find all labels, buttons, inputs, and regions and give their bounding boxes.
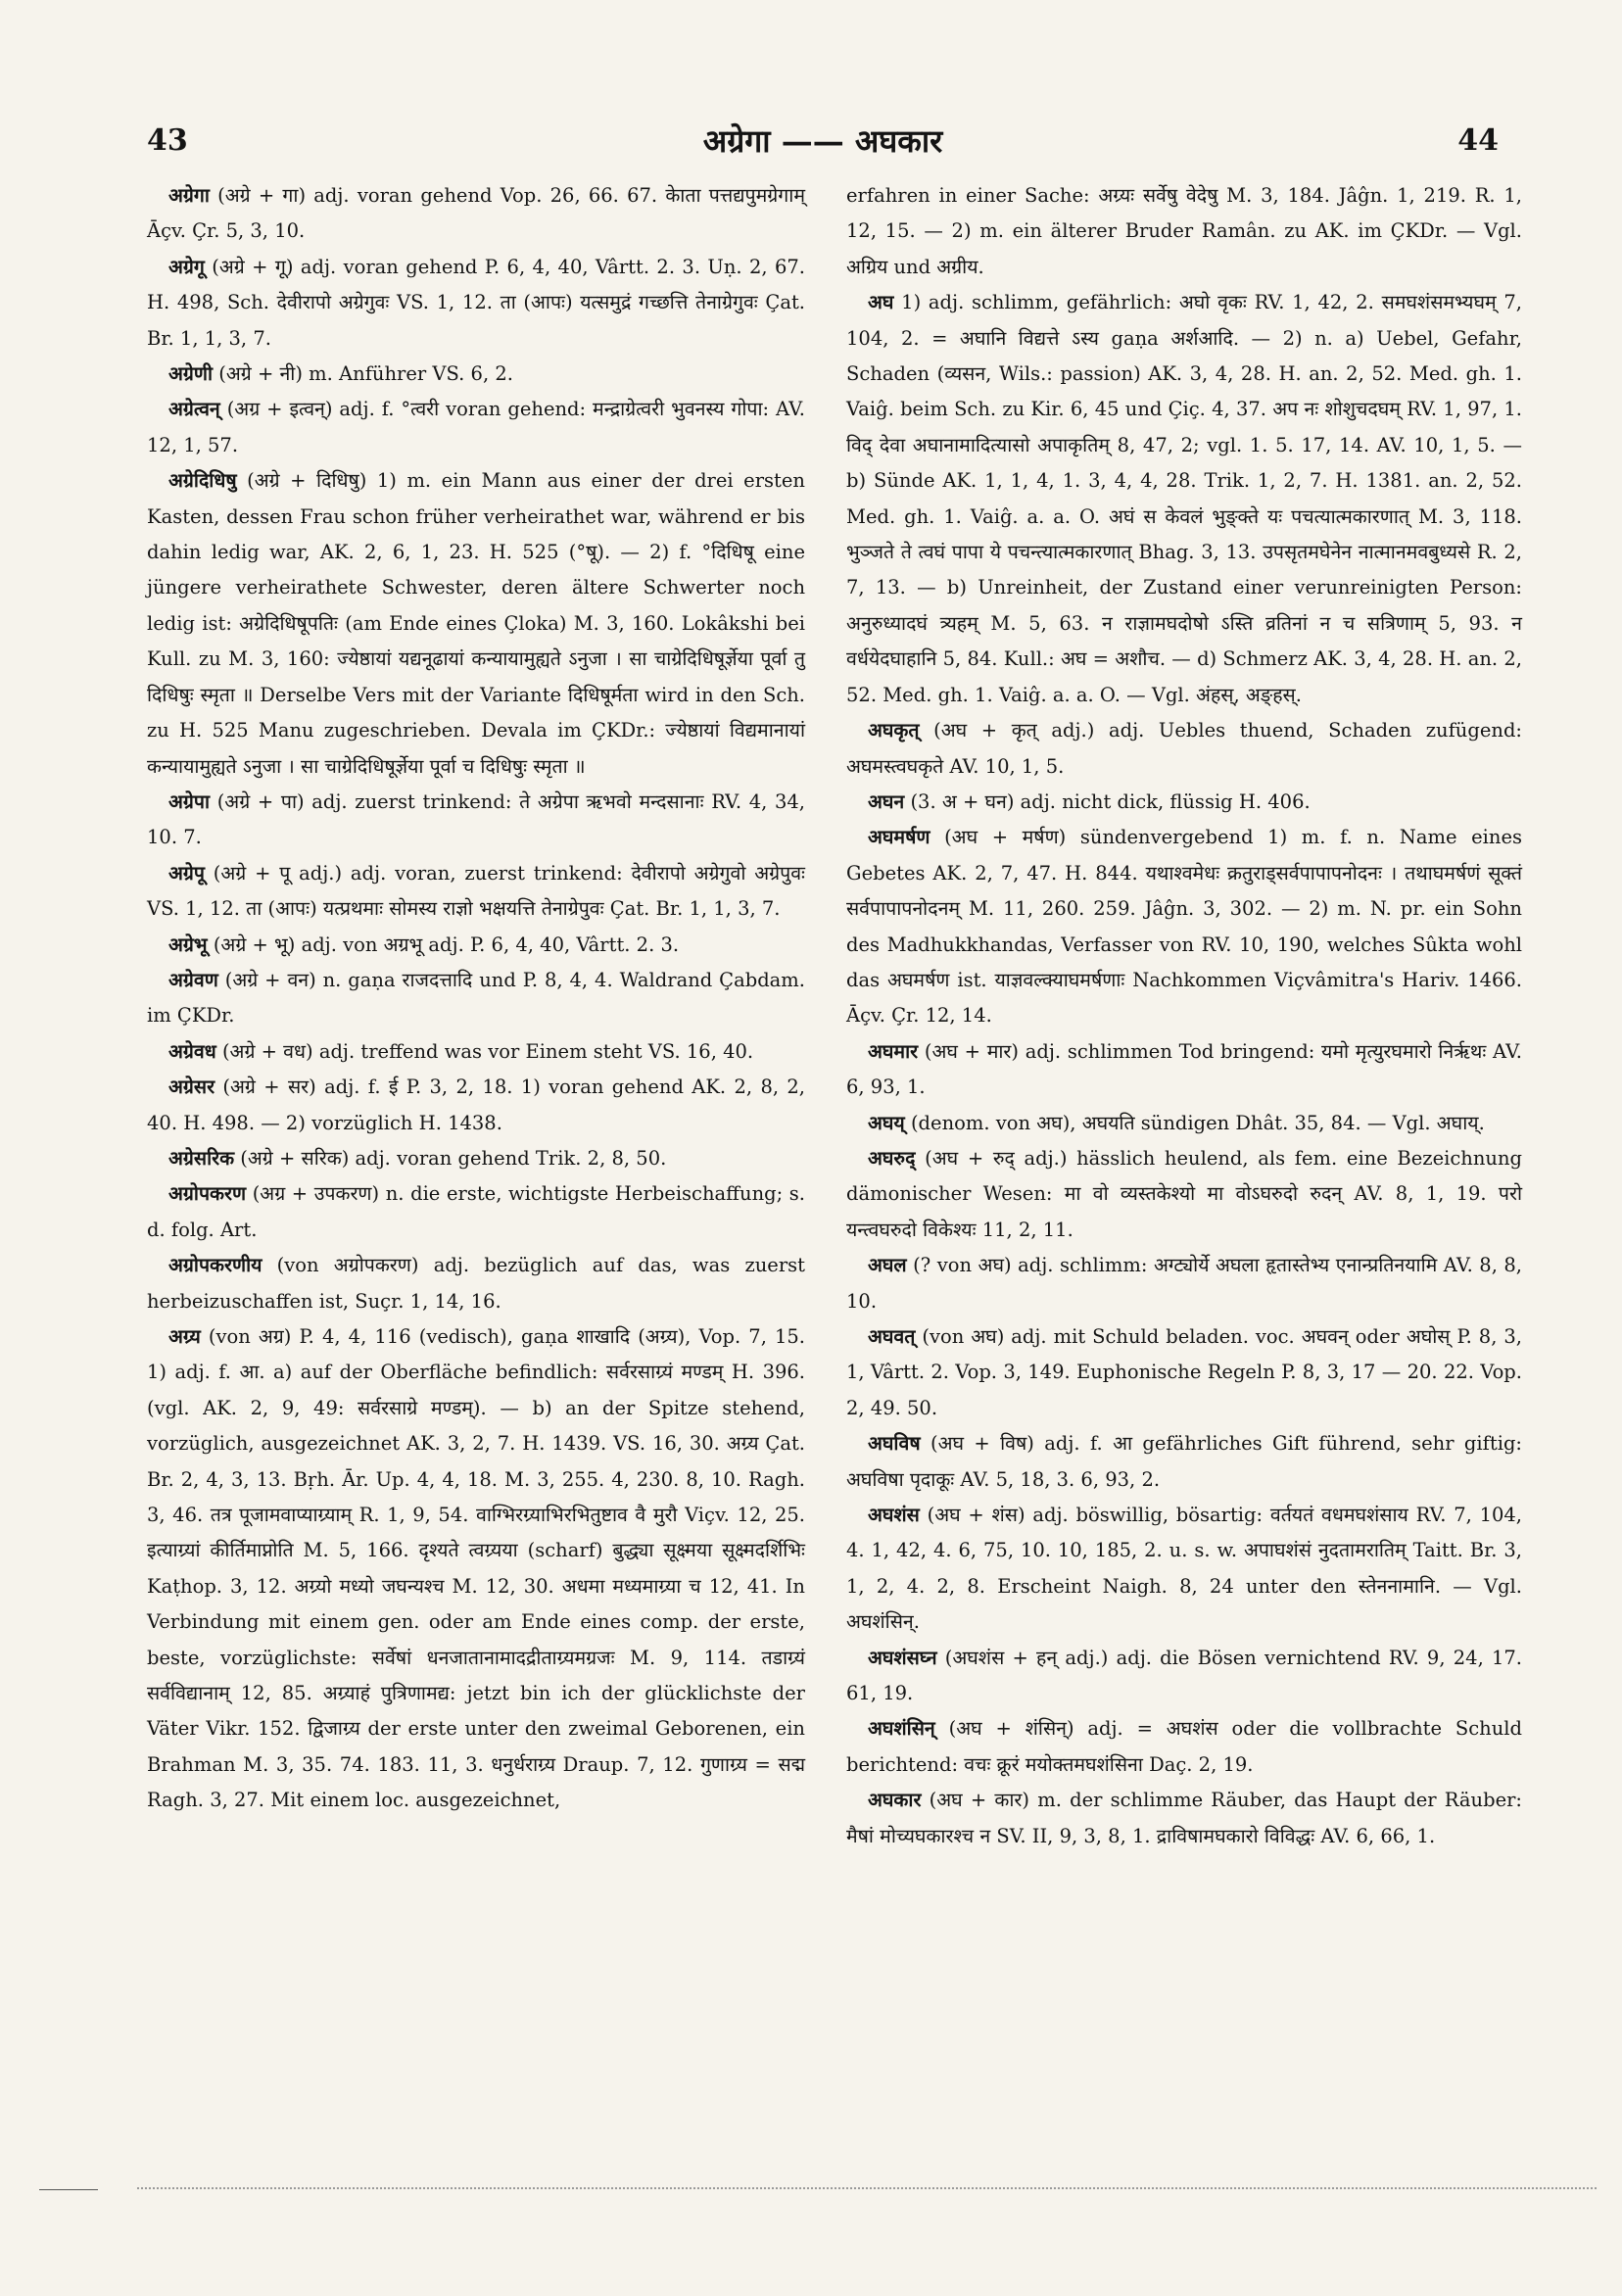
entry-body: (denom. von अघ), अघयति sündigen Dhât. 35, 84. — Vgl. अघाय्.	[910, 1111, 1485, 1134]
dictionary-entry	[147, 785, 805, 856]
dictionary-entry	[846, 1106, 1522, 1141]
entry-body: (अग्र + इत्वन्) adj. f. °त्वरी voran gehend: मन्द्राग्रेत्वरी भुवनस्य गोपा: AV. 12, 1, 57.	[147, 398, 806, 456]
entry-lemma: अघल	[868, 1254, 907, 1277]
left-column	[147, 178, 805, 1819]
entry-body: (अग्रे + गू) adj. voran gehend P. 6, 4, 40, Vârtt. 2. 3. Uṇ. 2, 67. H. 498, Sch. देवीरापो अग्रेगुवः VS. 1, 12. ता (आपः) यत्समुद्रं गच्छत्ति तेनाग्रेगुवः Çat. Br. 1, 1, 3, 7.	[147, 255, 805, 350]
dictionary-entry	[846, 285, 1522, 713]
dictionary-entry	[147, 463, 805, 785]
entry-body: (अग्र + उपकरण) n. die erste, wichtigste Herbeischaffung; s. d. folg. Art.	[147, 1182, 805, 1241]
entry-body: (? von अघ) adj. schlimm: अग्ट्योर्ये अघला हृतास्तेभ्य एनान्प्रतिनयामि AV. 8, 8, 10.	[846, 1254, 1523, 1313]
entry-lemma: अग्रेगा	[168, 184, 210, 207]
dictionary-entry	[147, 1319, 805, 1819]
entry-lemma: अघशंसघ्न	[868, 1646, 937, 1669]
dictionary-entry	[846, 1641, 1522, 1712]
dictionary-entry	[147, 357, 805, 392]
entry-lemma: अग्रेवध	[168, 1039, 216, 1063]
entry-lemma: अघरुद्	[868, 1146, 916, 1170]
entry-body: (अग्रे + दिधिषु) 1) m. ein Mann aus einer der drei ersten Kasten, dessen Frau schon früher verheirathet war, während er bis dahin ledig war, AK. 2, 6, 1, 23. H. 525 (°षू). — 2) f. °दिधिषू eine jüngere verheirathete Schwester, deren ältere Schwerter noch ledig ist: अग्रेदिधिषूपतिः (am Ende eines Çloka) M. 3, 160. Lokâkshi bei Kull. zu M. 3, 160: ज्येष्ठायां यद्यनूढायां कन्यायामुह्यते ऽनुजा । सा चाग्रेदिधिषूर्ज्ञेया पूर्वा तु दिधिषुः स्मृता ॥ Derselbe Vers mit der Variante दिधिषूर्मता wird in den Sch. zu H. 525 Manu zugeschrieben. Devala im ÇKDr.: ज्येष्ठायां विद्यमानायां कन्यायामुह्यते ऽनुजा । सा चाग्रेदिधिषूर्ज्ञेया पूर्वा च दिधिषुः स्मृता ॥	[147, 469, 805, 778]
entry-body: erfahren in einer Sache: अग्र्यः सर्वेषु वेदेषु M. 3, 184. Jâĝn. 1, 219. R. 1, 12, 15. — 2) m. ein älterer Bruder Ramân. zu AK. im ÇKDr. — Vgl. अग्रिय und अग्रीय.	[846, 184, 1522, 278]
entry-body: (von अग्र) P. 4, 4, 116 (vedisch), gaṇa शाखादि (अग्र्य), Vop. 7, 15. 1) adj. f. आ. a) auf der Oberfläche befindlich: सर्वरसाग्र्यं मण्डम् H. 396. (vgl. AK. 2, 9, 49: सर्वरसाग्रे मण्डम्). — b) an der Spitze stehend, vorzüglich, ausgezeichnet AK. 3, 2, 7. H. 1439. VS. 16, 30. अग्र्य Çat. Br. 2, 4, 3, 13. Bṛh. Ār. Up. 4, 4, 18. M. 3, 255. 4, 230. 8, 10. Ragh. 3, 46. तत्र पूजामवाप्याग्र्याम् R. 1, 9, 54. वाग्भिरग्र्याभिरभितुष्टाव वै मुरौ Viçv. 12, 25. इत्याग्र्यां कीर्तिमाप्नोति M. 5, 166. दृश्यते त्वग्र्यया (scharf) बुद्ध्या सूक्ष्मया सूक्ष्मदर्शिभिः Kaṭhop. 3, 12. अग्र्यो मध्यो जघन्यश्च M. 12, 30. अधमा मध्यमाग्र्या च 12, 41. In Verbindung mit einem gen. oder am Ende eines comp. der erste, beste, vorzüglichste: सर्वेषां धनजातानामादद्रीताग्र्यमग्रजः M. 9, 114. तडाग्र्यं सर्वविद्यानाम् 12, 85. अग्र्याहं पुत्रिणामद्य: jetzt bin ich der glücklichste der Väter Vikr. 152. द्विजाग्र्य der erste unter den zweimal Geborenen, ein Brahman M. 3, 35. 74. 183. 11, 3. धनुर्धराग्र्य Draup. 7, 12. गुणाग्र्य = सद्म Ragh. 3, 27. Mit einem loc. ausgezeichnet,	[147, 1325, 806, 1812]
entry-lemma: अघमर्षण	[868, 826, 930, 849]
entry-body: (अघ + शंस) adj. böswillig, bösartig: वर्तयतं वधमघशंसाय RV. 7, 104, 4. 1, 42, 4. 6, 75, 10. 10, 185, 2. u. s. w. अपाघशंसं नुदतामरातिम् Taitt. Br. 3, 1, 2, 4. 2, 8. Erscheint Naigh. 8, 24 unter den स्तेननामानि. — Vgl. अघशंसिन्.	[846, 1504, 1522, 1634]
entry-lemma: अग्रेवण	[168, 968, 218, 991]
entry-lemma: अग्रेसर	[168, 1076, 215, 1099]
entry-body: (अग्रे + नी) m. Anführer VS. 6, 2.	[218, 362, 513, 386]
entry-lemma: अग्र्य	[168, 1325, 201, 1348]
entry-body: (अग्रे + पा) adj. zuerst trinkend: ते अग्रेपा ऋभवो मन्दसानाः RV. 4, 34, 10. 7.	[147, 789, 806, 849]
dictionary-entry	[846, 1783, 1522, 1854]
dictionary-entry	[846, 1426, 1522, 1498]
right-column	[846, 178, 1522, 1854]
dictionary-entry	[147, 1070, 805, 1141]
entry-body: (अघशंस + हन् adj.) adj. die Bösen vernichtend RV. 9, 24, 17. 61, 19.	[846, 1646, 1523, 1705]
entry-lemma: अग्रेपा	[168, 789, 211, 813]
entry-lemma: अघवत्	[868, 1325, 916, 1348]
page-header	[147, 116, 1499, 165]
entry-body: (अग्रे + भू) adj. von अग्रभू adj. P. 6, 4, 40, Vârtt. 2. 3.	[213, 933, 680, 956]
dictionary-entry	[147, 1141, 805, 1176]
dictionary-entry	[846, 785, 1522, 820]
entry-body: (von अघ) adj. mit Schuld beladen. voc. अघवन् oder अघोस् P. 8, 3, 1, Vârtt. 2. Vop. 3, 149. Euphonische Regeln P. 8, 3, 17 — 20. 22. Vop. 2, 49. 50.	[846, 1325, 1522, 1419]
entry-lemma: अग्रेणी	[168, 362, 214, 386]
footer-dotted-line	[137, 2187, 1597, 2189]
dictionary-entry	[846, 820, 1522, 1033]
dictionary-entry	[846, 1319, 1522, 1426]
entry-body: (अग्रे + सरिक) adj. voran gehend Trik. 2, 8, 50.	[240, 1146, 667, 1170]
entry-body: 1) adj. schlimm, gefährlich: अघो वृकः RV. 1, 42, 2. समघशंसमभ्यघम् 7, 104, 2. = अघानि विद्यत्ते ऽस्य gaṇa अर्शआदि. — 2) n. a) Uebel, Gefahr, Schaden (व्यसन, Wils.: passion) AK. 3, 4, 28. H. an. 2, 52. Med. gh. 1. Vaiĝ. beim Sch. zu Kir. 6, 45 und Çiç. 4, 37. अप नः शोशुचदघम् RV. 1, 97, 1. विद् देवा अघानामादित्यासो अपाकृतिम् 8, 47, 2; vgl. 1. 5. 17, 14. AV. 10, 1, 5. — b) Sünde AK. 1, 1, 4, 1. 3, 4, 4, 28. Trik. 1, 2, 7. H. 1381. an. 2, 52. Med. gh. 1. Vaiĝ. a. a. O. अघं स केवलं भुङ्क्ते यः पचत्यात्मकारणात् M. 3, 118. भुञ्जते ते त्वघं पापा ये पचन्त्यात्मकारणात् Bhag. 3, 13. उपसृतमघेनेन नात्मानमवबुध्यसे R. 2, 7, 13. — b) Unreinheit, der Zustand einer verunreinigten Person: अनुरुध्यादघं त्र्यहम् M. 5, 63. न राज्ञामघदोषो ऽस्ति व्रतिनां न च सत्रिणाम् 5, 93. न वर्धयेदघाहानि 5, 84. Kull.: अघ = अशौच. — d) Schmerz AK. 3, 4, 28. H. an. 2, 52. Med. gh. 1. Vaiĝ. a. a. O. — Vgl. अंहस्, अङ्हस्.	[846, 291, 1522, 706]
entry-body: (अघ + कृत् adj.) adj. Uebles thuend, Schaden zufügend: अघमस्त्वघकृते AV. 10, 1, 5.	[846, 719, 1522, 778]
entry-lemma: अघकृत्	[868, 719, 920, 742]
dictionary-entry	[147, 392, 805, 463]
entry-lemma: अघविष	[868, 1432, 921, 1456]
entry-body: (अग्रे + सर) adj. f. ई P. 3, 2, 18. 1) voran gehend AK. 2, 8, 2, 40. H. 498. — 2) vorzüglich H. 1438.	[147, 1076, 806, 1134]
dictionary-entry	[846, 713, 1522, 785]
entry-lemma: अग्रेत्वन्	[168, 398, 220, 421]
dictionary-entry	[147, 963, 805, 1034]
dictionary-entry	[147, 1034, 805, 1070]
entry-lemma: अघन	[868, 789, 905, 813]
entry-body: (अघ + कार) m. der schlimme Räuber, das Haupt der Räuber: मैषां मोच्यघकारश्च न SV. II, 9, 3, 8, 1. द्राविषामघकारो विविद्धः AV. 6, 66, 1.	[846, 1789, 1523, 1847]
entry-body: (अग्रे + गा) adj. voran gehend Vop. 26, 66. 67. केाता पत्तद्यपुमग्रेगाम् Āçv. Çr. 5, 3, 10.	[147, 184, 805, 243]
dictionary-entry	[846, 1034, 1522, 1106]
entry-body: (अघ + रुद् adj.) hässlich heulend, als fem. eine Bezeichnung dämonischer Wesen: मा वो व्यस्तकेश्यो मा वोऽघरुदो रुदन् AV. 8, 1, 19. परो यन्त्वघरुदो विकेश्यः 11, 2, 11.	[846, 1146, 1522, 1241]
entry-body: (अग्रे + पू adj.) adj. voran, zuerst trinkend: देवीरापो अग्रेगुवो अग्रेपुवः VS. 1, 12. ता (आपः) यत्प्रथमाः सोमस्य राज्ञो भक्षयत्ति तेनाग्रेपुवः Çat. Br. 1, 1, 3, 7.	[147, 861, 805, 921]
dictionary-entry	[147, 856, 805, 928]
dictionary-entry	[846, 178, 1522, 285]
dictionary-entry	[846, 1141, 1522, 1248]
entry-lemma: अघकार	[868, 1789, 922, 1812]
entry-body: (von अग्रोपकरण) adj. bezüglich auf das, was zuerst herbeizuschaffen ist, Suçr. 1, 14, 16.	[147, 1254, 805, 1313]
entry-body: (अघ + विष) adj. f. आ gefährliches Gift führend, sehr giftig: अघविषा पृदाकूः AV. 5, 18, 3. 6, 93, 2.	[846, 1432, 1522, 1491]
entry-body: (अघ + मर्षण) sündenvergebend 1) m. f. n. Name eines Gebetes AK. 2, 7, 47. H. 844. यथाश्वमेधः क्रतुराड्सर्वपापापनोदनः । तथाघमर्षणं सूक्तं सर्वपापापनोदनम् M. 11, 260. 259. Jâĝn. 3, 302. — 2) m. N. pr. ein Sohn des Madhukkhandas, Verfasser von RV. 10, 190, welches Sûkta wohl das अघमर्षण ist. याज्ञवल्क्याघमर्षणाः Nachkommen Viçvâmitra's Hariv. 1466. Āçv. Çr. 12, 14.	[846, 826, 1522, 1028]
dictionary-entry	[846, 1711, 1522, 1783]
entry-body: (अग्रे + वन) n. gaṇa राजदत्तादि und P. 8, 4, 4. Waldrand Çabdam. im ÇKDr.	[147, 968, 805, 1028]
dictionary-entry	[147, 1248, 805, 1319]
entry-lemma: अग्रेपू	[168, 861, 205, 885]
dictionary-entry	[147, 250, 805, 357]
entry-lemma: अग्रोपकरणीय	[168, 1254, 262, 1277]
entry-body: (अग्रे + वध) adj. treffend was vor Einem steht VS. 16, 40.	[221, 1039, 754, 1063]
entry-lemma: अघशंस	[868, 1504, 920, 1527]
page-number-right: 44	[1457, 123, 1499, 158]
dictionary-entry	[846, 1498, 1522, 1641]
entry-lemma: अग्रेगू	[168, 255, 205, 278]
dictionary-entry	[846, 1248, 1522, 1319]
entry-lemma: अघशंसिन्	[868, 1717, 935, 1741]
footer-rule	[39, 2189, 98, 2190]
entry-lemma: अघमार	[868, 1039, 919, 1063]
entry-body: (3. अ + घन) adj. nicht dick, flüssig H. 406.	[910, 789, 1311, 813]
entry-lemma: अग्रेभू	[168, 933, 208, 956]
entry-body: (अघ + शंसिन्) adj. = अघशंस oder die vollbrachte Schuld berichtend: वचः क्रूरं मयोक्तमघशंसिना Daç. 2, 19.	[846, 1717, 1522, 1776]
running-title: अग्रेगा —— अघकार	[702, 122, 943, 160]
dictionary-entry	[147, 178, 805, 250]
entry-body: (अघ + मार) adj. schlimmen Tod bringend: यमो मृत्युरघमारो निर्ऋथः AV. 6, 93, 1.	[846, 1039, 1523, 1099]
page-number-left: 43	[147, 123, 188, 158]
dictionary-entry	[147, 928, 805, 963]
entry-lemma: अग्रोपकरण	[168, 1182, 247, 1206]
entry-lemma: अघ	[868, 291, 894, 314]
entry-lemma: अग्रेसरिक	[168, 1146, 235, 1170]
entry-lemma: अघय्	[868, 1111, 905, 1134]
entry-lemma: अग्रेदिधिषु	[168, 469, 237, 493]
dictionary-entry	[147, 1176, 805, 1248]
